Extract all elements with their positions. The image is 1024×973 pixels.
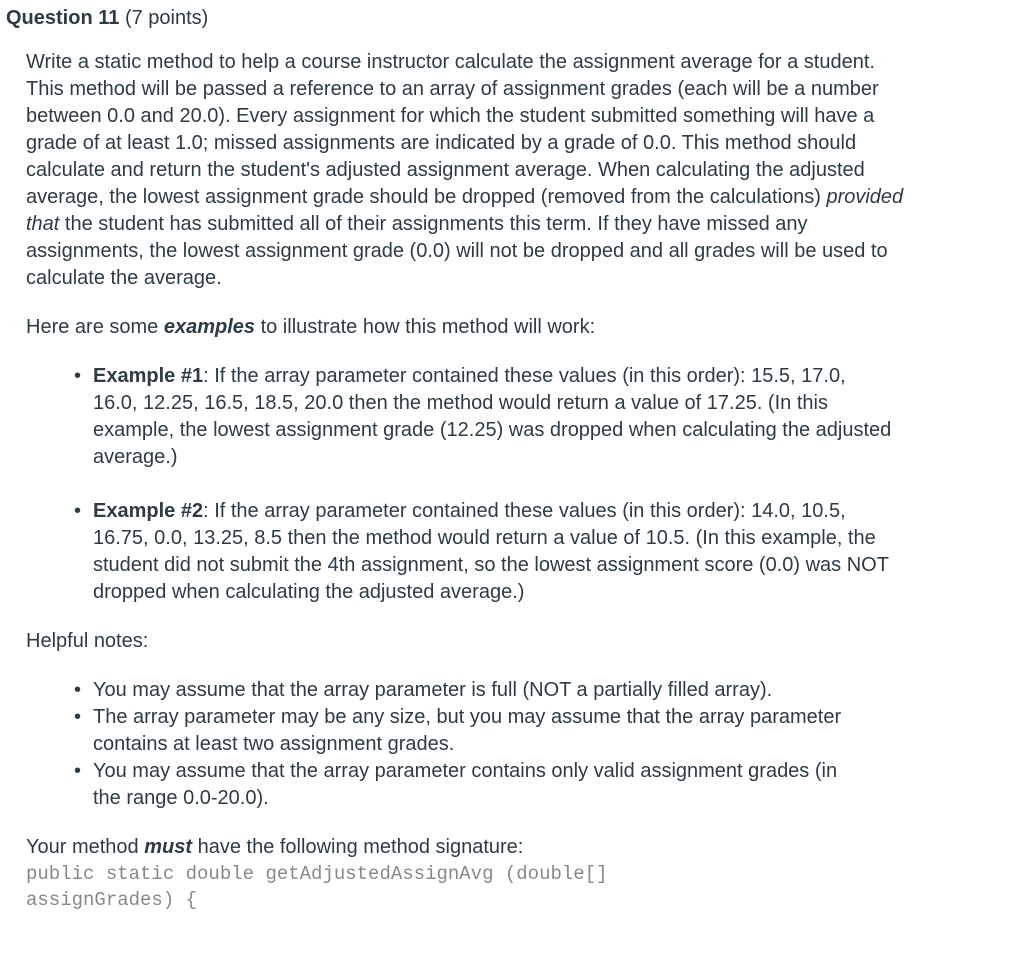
signature-intro-before: Your method	[26, 836, 145, 858]
intro-text-2: the student has submitted all of their assignments this term. If they have missed any assignments, the lowest assignment grade (0.0) will not be dropped and all grades will be used to calculate the average.	[26, 213, 888, 289]
example-label: Example #2	[93, 500, 204, 522]
example-text: : If the array parameter contained these values (in this order): 15.5, 17.0, 16.0, 12.25, 16.5, 18.5, 20.0 then the method would return a value of 17.25. (In this example, the lowest assignment grade (12.25) was dropped when calculating the adjusted average.)	[93, 365, 892, 468]
list-item	[93, 498, 893, 606]
intro-emphasis: provided that	[26, 186, 904, 235]
question-header	[6, 5, 208, 31]
intro-text-1: Write a static method to help a course instructor calculate the assignment average for a student. This method will be passed a reference to an array of assignment grades (each will be a number between 0.0 and 20.0). Every assignment for which the student submitted something will have a grade of at least 1.0; missed assignments are indicated by a grade of 0.0. This method should calculate and return the student's adjusted assignment average. When calculating the adjusted average, the lowest assignment grade should be dropped (removed from the calculations)	[26, 51, 879, 208]
list-item: • The array parameter may be any size, but you may assume that the array parameter contains at least two assignment grades.	[93, 704, 863, 758]
method-signature-code: public static double getAdjustedAssignAvg (double[] assignGrades) {	[26, 863, 608, 911]
list-item: • You may assume that the array parameter contains only valid assignment grades (in the range 0.0-20.0).	[93, 758, 863, 812]
examples-intro-after: to illustrate how this method will work:	[255, 316, 596, 338]
question-body	[26, 49, 906, 913]
question-title: Question 11	[6, 7, 120, 29]
question-points: (7 points)	[124, 7, 209, 29]
list-item	[93, 363, 893, 471]
signature-intro-emphasis: must	[144, 836, 193, 858]
example-text: : If the array parameter contained these values (in this order): 14.0, 10.5, 16.75, 0.0, 13.25, 8.5 then the method would return a value of 10.5. (In this example, the student did not submit the 4th assignment, so the lowest assignment score (0.0) was NOT dropped when calculating the adjusted average.)	[93, 500, 889, 603]
intro-paragraph	[26, 49, 906, 292]
example-label: Example #1	[93, 365, 204, 387]
signature-intro-after: have the following method signature:	[192, 836, 524, 858]
examples-list	[26, 363, 906, 606]
examples-intro-before: Here are some	[26, 316, 164, 338]
helpful-notes-list	[26, 677, 906, 812]
helpful-notes-heading: Helpful notes:	[26, 630, 149, 652]
signature-intro	[26, 834, 906, 861]
examples-intro-emphasis: examples	[163, 316, 256, 338]
list-item: • You may assume that the array parameter is full (NOT a partially filled array).	[93, 677, 863, 704]
examples-intro	[26, 314, 906, 341]
